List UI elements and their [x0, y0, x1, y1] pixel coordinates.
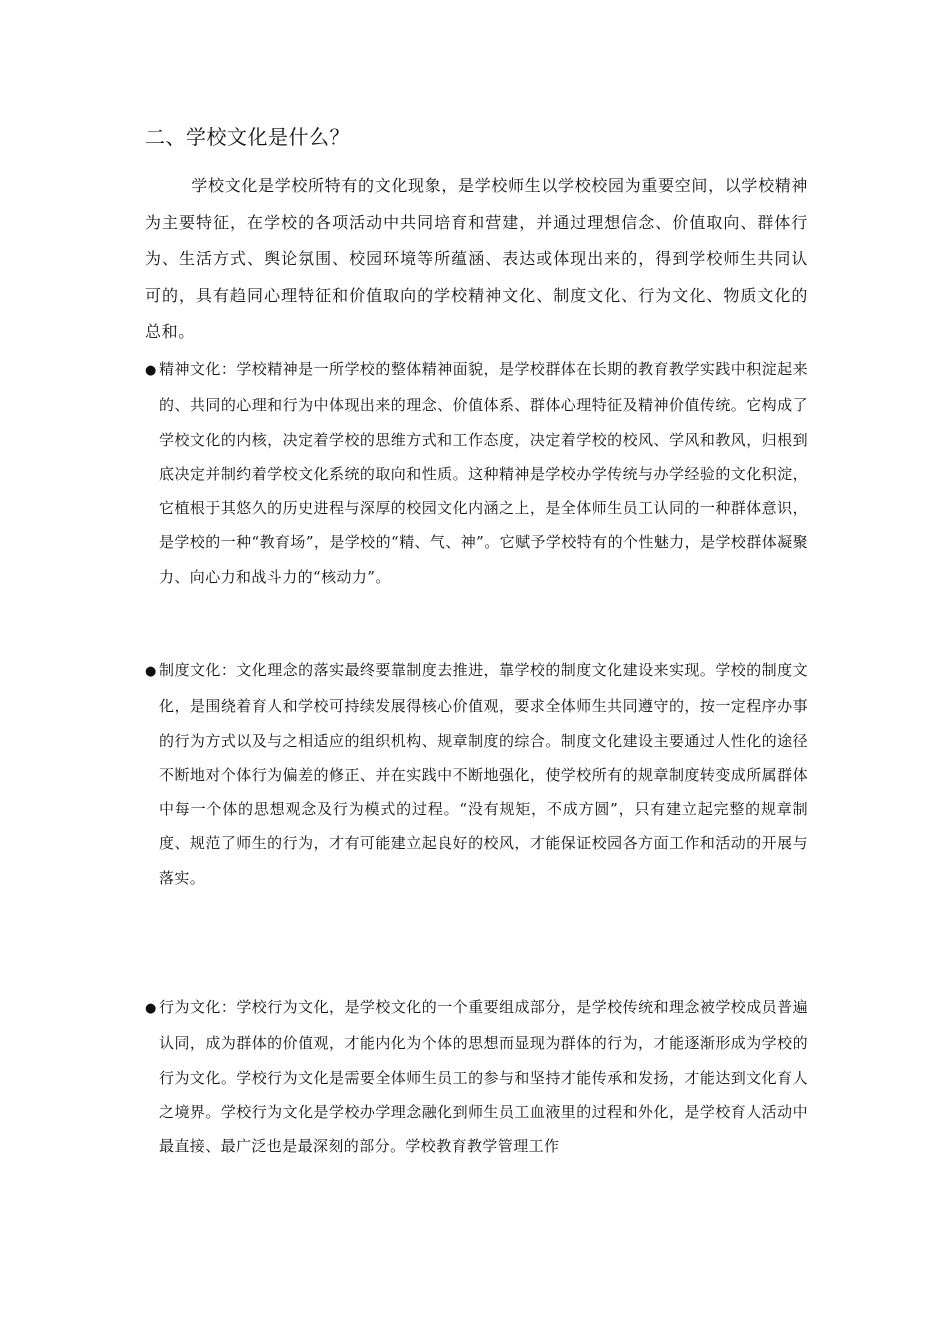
bullet-paragraph [145, 653, 808, 895]
bullet-icon: ● [145, 1001, 157, 1016]
bullet-paragraph [145, 352, 808, 594]
bullet-text: 精神文化：学校精神是一所学校的整体精神面貌，是学校群体在长期的教育教学实践中积淀起来的、共同的心理和行为中体现出来的理念、价值体系、群体心理特征及精神价值传统。它构成了学校文化的内核，决定着学校的思维方式和工作态度，决定着学校的校风、学风和教风，归根到底决定并制约着学校文化系统的取向和性质。这种精神是学校办学传统与办学经验的文化积淀，它植根于其悠久的历史进程与深厚的校园文化内涵之上，是全体师生员工认同的一种群体意识，是学校的一种“教育场”，是学校的“精、气、神”。它赋予学校特有的个性魅力，是学校群体凝聚力、向心力和战斗力的“核动力”。 [159, 360, 808, 586]
intro-paragraph: 学校文化是学校所特有的文化现象，是学校师生以学校校园为重要空间，以学校精神为主要特征，在学校的各项活动中共同培育和营建，并通过理想信念、价值取向、群体行为、生活方式、舆论氛围、校园环境等所蕴涵、表达或体现出来的，得到学校师生共同认可的，具有趋同心理特征和价值取向的学校精神文化、制度文化、行为文化、物质文化的总和。 [145, 176, 808, 342]
section-heading: 二、学校文化是什么？ [145, 125, 350, 149]
bullet-institutional-culture [145, 653, 808, 895]
bullet-paragraph [145, 990, 808, 1163]
bullet-behavioral-culture [145, 990, 808, 1163]
bullet-icon: ● [145, 664, 157, 679]
bullet-text: 行为文化：学校行为文化，是学校文化的一个重要组成部分，是学校传统和理念被学校成员普遍认同，成为群体的价值观，才能内化为个体的思想而显现为群体的行为，才能逐渐形成为学校的行为文化。学校行为文化是需要全体师生员工的参与和坚持才能传承和发扬，才能达到文化育人之境界。学校行为文化是学校办学理念融化到师生员工血液里的过程和外化，是学校育人活动中最直接、最广泛也是最深刻的部分。学校教育教学管理工作 [159, 998, 808, 1156]
bullet-spiritual-culture [145, 352, 808, 594]
bullet-text: 制度文化：文化理念的落实最终要靠制度去推进，靠学校的制度文化建设来实现。学校的制度文化，是围绕着育人和学校可持续发展得核心价值观，要求全体师生共同遵守的，按一定程序办事的行为方式以及与之相适应的组织机构、规章制度的综合。制度文化建设主要通过人性化的途径不断地对个体行为偏差的修正、并在实践中不断地强化，使学校所有的规章制度转变成所属群体中每一个体的思想观念及行为模式的过程。“没有规矩，不成方圆”，只有建立起完整的规章制度、规范了师生的行为，才有可能建立起良好的校风，才能保证校园各方面工作和活动的开展与落实。 [159, 661, 808, 887]
bullet-icon: ● [145, 363, 157, 378]
